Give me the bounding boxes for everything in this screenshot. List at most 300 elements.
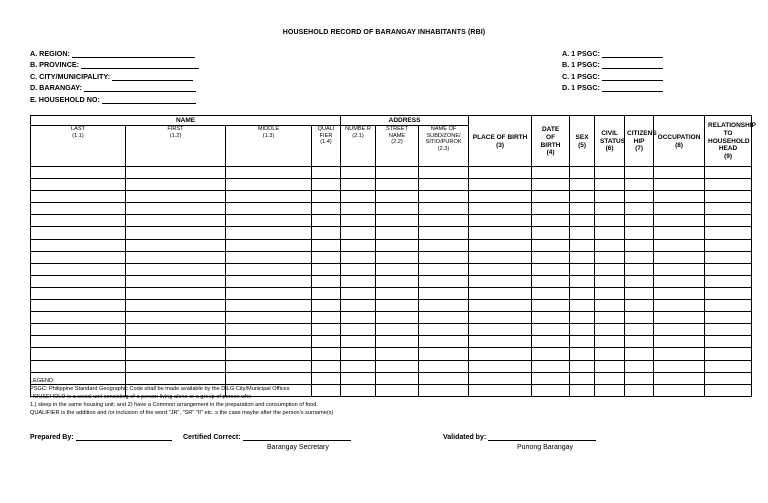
table-cell[interactable] <box>126 275 226 287</box>
table-cell[interactable] <box>376 348 419 360</box>
table-cell[interactable] <box>226 227 312 239</box>
table-cell[interactable] <box>312 179 341 191</box>
table-cell[interactable] <box>625 203 654 215</box>
validated-by-field[interactable] <box>443 432 596 441</box>
prepared-by-field[interactable] <box>30 432 172 441</box>
table-cell[interactable] <box>705 348 752 360</box>
table-cell[interactable] <box>654 179 705 191</box>
table-cell[interactable] <box>31 348 126 360</box>
table-cell[interactable] <box>31 336 126 348</box>
table-cell[interactable] <box>469 203 532 215</box>
table-cell[interactable] <box>469 348 532 360</box>
table-cell[interactable] <box>532 167 570 179</box>
table-cell[interactable] <box>469 287 532 299</box>
table-cell[interactable] <box>126 263 226 275</box>
table-cell[interactable] <box>654 312 705 324</box>
table-cell[interactable] <box>126 251 226 263</box>
table-cell[interactable] <box>570 312 595 324</box>
table-cell[interactable] <box>226 251 312 263</box>
column-label: DATE OF BIRTH <box>540 125 561 149</box>
table-cell[interactable] <box>654 300 705 312</box>
table-cell[interactable] <box>532 179 570 191</box>
table-cell[interactable] <box>419 324 469 336</box>
table-cell[interactable] <box>469 300 532 312</box>
table-cell[interactable] <box>469 372 532 384</box>
table-cell[interactable] <box>341 336 376 348</box>
table-cell[interactable] <box>654 275 705 287</box>
table-cell[interactable] <box>705 372 752 384</box>
table-cell[interactable] <box>419 287 469 299</box>
legend-line: 1.) sleep in the same housing unit; and 2) have a Common arrangement in the preparation and consumption of food. <box>30 402 318 409</box>
table-cell[interactable] <box>469 324 532 336</box>
table-cell[interactable] <box>570 179 595 191</box>
table-cell[interactable] <box>419 179 469 191</box>
table-cell[interactable] <box>705 300 752 312</box>
barangay-field[interactable] <box>30 81 199 93</box>
table-cell[interactable] <box>705 215 752 227</box>
table-cell[interactable] <box>31 324 126 336</box>
table-cell[interactable] <box>532 191 570 203</box>
table-cell[interactable] <box>126 336 226 348</box>
barangay-psgc-field[interactable] <box>562 81 663 93</box>
table-cell[interactable] <box>312 336 341 348</box>
table-cell[interactable] <box>376 263 419 275</box>
table-cell[interactable] <box>705 251 752 263</box>
table-cell[interactable] <box>312 348 341 360</box>
table-cell[interactable] <box>341 372 376 384</box>
table-cell[interactable] <box>341 348 376 360</box>
column-label: QUALI FIER <box>317 126 335 139</box>
table-cell[interactable] <box>226 312 312 324</box>
table-cell[interactable] <box>341 275 376 287</box>
table-cell[interactable] <box>126 348 226 360</box>
table-cell[interactable] <box>595 384 625 396</box>
table-cell[interactable] <box>469 227 532 239</box>
table-cell[interactable] <box>126 167 226 179</box>
table-cell[interactable] <box>532 239 570 251</box>
table-cell[interactable] <box>31 239 126 251</box>
legend-heading: LEGEND: <box>30 378 55 384</box>
table-cell[interactable] <box>312 251 341 263</box>
table-cell[interactable] <box>341 191 376 203</box>
table-cell[interactable] <box>570 275 595 287</box>
table-cell[interactable] <box>376 372 419 384</box>
column-header-sex <box>570 116 595 167</box>
column-label: NUMBE R <box>345 126 371 132</box>
table-cell[interactable] <box>341 251 376 263</box>
table-cell[interactable] <box>126 179 226 191</box>
table-cell[interactable] <box>469 384 532 396</box>
table-cell[interactable] <box>705 167 752 179</box>
table-cell[interactable] <box>376 215 419 227</box>
table-cell[interactable] <box>419 372 469 384</box>
province-psgc-field[interactable] <box>562 58 663 70</box>
table-cell[interactable] <box>532 372 570 384</box>
form-title: HOUSEHOLD RECORD OF BARANGAY INHABITANTS (RBI) <box>282 29 486 36</box>
table-cell[interactable] <box>654 263 705 275</box>
table-cell[interactable] <box>126 203 226 215</box>
table-cell[interactable] <box>312 227 341 239</box>
field-label: B. PROVINCE: <box>30 60 80 69</box>
table-cell[interactable] <box>625 191 654 203</box>
table-cell[interactable] <box>625 324 654 336</box>
table-cell[interactable] <box>570 372 595 384</box>
city-psgc-field[interactable] <box>562 69 663 81</box>
signature-line[interactable] <box>488 432 596 441</box>
table-cell[interactable] <box>31 263 126 275</box>
table-cell[interactable] <box>625 300 654 312</box>
table-cell[interactable] <box>419 167 469 179</box>
table-cell[interactable] <box>595 275 625 287</box>
table-cell[interactable] <box>376 312 419 324</box>
table-cell[interactable] <box>625 336 654 348</box>
table-cell[interactable] <box>419 312 469 324</box>
table-cell[interactable] <box>595 167 625 179</box>
table-cell[interactable] <box>705 263 752 275</box>
table-cell[interactable] <box>376 167 419 179</box>
fill-line[interactable] <box>602 60 663 69</box>
table-cell[interactable] <box>341 215 376 227</box>
table-cell[interactable] <box>532 300 570 312</box>
table-cell[interactable] <box>419 227 469 239</box>
table-cell[interactable] <box>312 215 341 227</box>
table-cell[interactable] <box>469 251 532 263</box>
household-no-field[interactable] <box>30 92 199 104</box>
table-cell[interactable] <box>126 239 226 251</box>
table-cell[interactable] <box>226 191 312 203</box>
fill-line[interactable] <box>602 83 663 92</box>
fill-line[interactable] <box>102 95 196 104</box>
table-cell[interactable] <box>625 251 654 263</box>
table-cell[interactable] <box>312 191 341 203</box>
region-psgc-field[interactable] <box>562 46 663 58</box>
table-cell[interactable] <box>532 287 570 299</box>
table-cell[interactable] <box>654 372 705 384</box>
table-cell[interactable] <box>226 179 312 191</box>
table-cell[interactable] <box>625 239 654 251</box>
table-cell[interactable] <box>705 287 752 299</box>
table-cell[interactable] <box>654 384 705 396</box>
table-cell[interactable] <box>570 384 595 396</box>
table-cell[interactable] <box>31 191 126 203</box>
table-cell[interactable] <box>469 275 532 287</box>
address-group-header: ADDRESS <box>341 116 469 126</box>
table-cell[interactable] <box>341 203 376 215</box>
table-cell[interactable] <box>705 275 752 287</box>
table-cell[interactable] <box>705 360 752 372</box>
table-cell[interactable] <box>654 203 705 215</box>
table-cell[interactable] <box>570 251 595 263</box>
table-cell[interactable] <box>469 312 532 324</box>
table-cell[interactable] <box>419 360 469 372</box>
table-cell[interactable] <box>419 384 469 396</box>
table-cell[interactable] <box>595 203 625 215</box>
table-cell[interactable] <box>532 215 570 227</box>
table-cell[interactable] <box>419 348 469 360</box>
table-cell[interactable] <box>312 275 341 287</box>
table-cell[interactable] <box>376 324 419 336</box>
table-cell[interactable] <box>654 251 705 263</box>
table-cell[interactable] <box>376 227 419 239</box>
signature-line[interactable] <box>243 432 351 441</box>
table-cell[interactable] <box>595 251 625 263</box>
table-cell[interactable] <box>654 360 705 372</box>
table-cell[interactable] <box>419 191 469 203</box>
table-cell[interactable] <box>595 312 625 324</box>
table-cell[interactable] <box>419 251 469 263</box>
table-cell[interactable] <box>625 287 654 299</box>
table-cell[interactable] <box>226 167 312 179</box>
field-label: C. CITY/MUNICIPALITY: <box>30 71 110 81</box>
table-cell[interactable] <box>705 191 752 203</box>
table-cell[interactable] <box>376 287 419 299</box>
table-cell[interactable] <box>226 348 312 360</box>
table-cell[interactable] <box>595 372 625 384</box>
table-cell[interactable] <box>376 239 419 251</box>
table-cell[interactable] <box>376 251 419 263</box>
table-cell[interactable] <box>419 239 469 251</box>
column-header-date-of-birth <box>532 116 570 167</box>
table-cell[interactable] <box>31 360 126 372</box>
fill-line[interactable] <box>72 49 195 58</box>
table-cell[interactable] <box>226 215 312 227</box>
table-cell[interactable] <box>376 191 419 203</box>
table-cell[interactable] <box>31 300 126 312</box>
table-cell[interactable] <box>595 191 625 203</box>
table-cell[interactable] <box>654 215 705 227</box>
fill-line[interactable] <box>112 72 193 81</box>
column-header-relationship <box>705 116 756 167</box>
table-cell[interactable] <box>226 360 312 372</box>
table-cell[interactable] <box>419 203 469 215</box>
fill-line[interactable] <box>81 60 199 69</box>
table-cell[interactable] <box>570 336 595 348</box>
column-header-occupation <box>654 116 705 167</box>
table-cell[interactable] <box>419 336 469 348</box>
table-cell[interactable] <box>31 215 126 227</box>
table-cell[interactable] <box>312 300 341 312</box>
table-cell[interactable] <box>625 275 654 287</box>
table-cell[interactable] <box>595 239 625 251</box>
table-cell[interactable] <box>595 263 625 275</box>
column-header-street-name <box>376 126 419 167</box>
table-cell[interactable] <box>341 324 376 336</box>
table-cell[interactable] <box>705 203 752 215</box>
table-cell[interactable] <box>570 324 595 336</box>
table-cell[interactable] <box>312 167 341 179</box>
table-cell[interactable] <box>532 348 570 360</box>
table-cell[interactable] <box>126 360 226 372</box>
table-cell[interactable] <box>226 287 312 299</box>
table-cell[interactable] <box>341 300 376 312</box>
table-cell[interactable] <box>126 191 226 203</box>
table-cell[interactable] <box>312 239 341 251</box>
table-cell[interactable] <box>126 300 226 312</box>
table-cell[interactable] <box>532 227 570 239</box>
table-cell[interactable] <box>341 167 376 179</box>
table-cell[interactable] <box>595 360 625 372</box>
region-field[interactable] <box>30 46 199 58</box>
table-cell[interactable] <box>705 312 752 324</box>
table-cell[interactable] <box>705 179 752 191</box>
field-label: E. HOUSEHOLD NO: <box>30 94 100 104</box>
table-cell[interactable] <box>312 263 341 275</box>
table-cell[interactable] <box>705 239 752 251</box>
table-cell[interactable] <box>469 336 532 348</box>
table-cell[interactable] <box>654 167 705 179</box>
table-cell[interactable] <box>532 384 570 396</box>
table-cell[interactable] <box>312 287 341 299</box>
table-cell[interactable] <box>126 227 226 239</box>
table-cell[interactable] <box>595 324 625 336</box>
table-cell[interactable] <box>376 179 419 191</box>
table-cell[interactable] <box>570 191 595 203</box>
table-cell[interactable] <box>625 179 654 191</box>
table-cell[interactable] <box>226 336 312 348</box>
city-municipality-field[interactable] <box>30 69 199 81</box>
table-cell[interactable] <box>625 384 654 396</box>
table-cell[interactable] <box>570 239 595 251</box>
table-cell[interactable] <box>625 312 654 324</box>
table-cell[interactable] <box>705 227 752 239</box>
table-cell[interactable] <box>419 275 469 287</box>
table-cell[interactable] <box>469 179 532 191</box>
table-cell[interactable] <box>570 203 595 215</box>
table-cell[interactable] <box>469 239 532 251</box>
table-cell[interactable] <box>570 348 595 360</box>
table-cell[interactable] <box>595 287 625 299</box>
table-cell[interactable] <box>625 348 654 360</box>
table-cell[interactable] <box>376 384 419 396</box>
table-cell[interactable] <box>570 287 595 299</box>
table-cell[interactable] <box>469 215 532 227</box>
table-cell[interactable] <box>532 275 570 287</box>
table-cell[interactable] <box>595 227 625 239</box>
table-cell[interactable] <box>341 227 376 239</box>
fill-line[interactable] <box>84 83 196 92</box>
table-cell[interactable] <box>31 167 126 179</box>
table-cell[interactable] <box>705 384 752 396</box>
table-cell[interactable] <box>126 324 226 336</box>
table-cell[interactable] <box>469 360 532 372</box>
table-cell[interactable] <box>341 179 376 191</box>
table-cell[interactable] <box>376 203 419 215</box>
table-cell[interactable] <box>226 300 312 312</box>
table-cell[interactable] <box>595 300 625 312</box>
table-cell[interactable] <box>532 336 570 348</box>
column-label: CITIZENS HIP <box>627 129 657 145</box>
table-cell[interactable] <box>570 227 595 239</box>
table-cell[interactable] <box>654 336 705 348</box>
table-cell[interactable] <box>469 263 532 275</box>
province-field[interactable] <box>30 58 199 70</box>
certified-correct-field[interactable] <box>183 432 351 441</box>
table-cell[interactable] <box>595 348 625 360</box>
table-cell[interactable] <box>419 215 469 227</box>
table-cell[interactable] <box>625 263 654 275</box>
signature-line[interactable] <box>76 432 172 441</box>
fill-line[interactable] <box>602 49 663 58</box>
table-cell[interactable] <box>341 312 376 324</box>
table-cell[interactable] <box>341 239 376 251</box>
table-cell[interactable] <box>570 300 595 312</box>
table-cell[interactable] <box>31 179 126 191</box>
table-cell[interactable] <box>419 300 469 312</box>
table-cell[interactable] <box>625 360 654 372</box>
table-cell[interactable] <box>654 191 705 203</box>
table-cell[interactable] <box>226 263 312 275</box>
table-cell[interactable] <box>654 348 705 360</box>
table-cell[interactable] <box>31 203 126 215</box>
table-cell[interactable] <box>595 215 625 227</box>
table-cell[interactable] <box>226 275 312 287</box>
table-cell[interactable] <box>532 251 570 263</box>
table-cell[interactable] <box>312 360 341 372</box>
table-cell[interactable] <box>625 215 654 227</box>
table-cell[interactable] <box>654 324 705 336</box>
table-cell[interactable] <box>31 287 126 299</box>
table-cell[interactable] <box>312 203 341 215</box>
table-cell[interactable] <box>126 312 226 324</box>
table-cell[interactable] <box>31 312 126 324</box>
table-cell[interactable] <box>705 336 752 348</box>
table-cell[interactable] <box>469 191 532 203</box>
table-cell[interactable] <box>705 324 752 336</box>
table-cell[interactable] <box>226 324 312 336</box>
table-cell[interactable] <box>376 275 419 287</box>
table-cell[interactable] <box>570 263 595 275</box>
table-cell[interactable] <box>31 251 126 263</box>
table-cell[interactable] <box>226 239 312 251</box>
table-cell[interactable] <box>570 167 595 179</box>
table-cell[interactable] <box>654 287 705 299</box>
table-cell[interactable] <box>654 227 705 239</box>
table-cell[interactable] <box>625 227 654 239</box>
table-cell[interactable] <box>126 287 226 299</box>
table-cell[interactable] <box>570 215 595 227</box>
table-cell[interactable] <box>625 372 654 384</box>
table-cell[interactable] <box>532 203 570 215</box>
table-cell[interactable] <box>341 360 376 372</box>
table-cell[interactable] <box>31 275 126 287</box>
table-cell[interactable] <box>341 263 376 275</box>
table-cell[interactable] <box>570 360 595 372</box>
table-cell[interactable] <box>31 227 126 239</box>
table-cell[interactable] <box>312 324 341 336</box>
table-cell[interactable] <box>654 239 705 251</box>
table-cell[interactable] <box>376 300 419 312</box>
table-cell[interactable] <box>226 203 312 215</box>
table-cell[interactable] <box>532 360 570 372</box>
table-cell[interactable] <box>532 312 570 324</box>
table-cell[interactable] <box>341 287 376 299</box>
table-cell[interactable] <box>595 179 625 191</box>
table-cell[interactable] <box>126 215 226 227</box>
table-cell[interactable] <box>595 336 625 348</box>
fill-line[interactable] <box>602 72 663 81</box>
table-cell[interactable] <box>376 360 419 372</box>
table-cell[interactable] <box>469 167 532 179</box>
table-cell[interactable] <box>341 384 376 396</box>
table-cell[interactable] <box>625 167 654 179</box>
table-row <box>31 287 752 299</box>
table-cell[interactable] <box>419 263 469 275</box>
table-cell[interactable] <box>532 263 570 275</box>
table-cell[interactable] <box>532 324 570 336</box>
table-cell[interactable] <box>376 336 419 348</box>
table-row <box>31 312 752 324</box>
table-cell[interactable] <box>312 312 341 324</box>
